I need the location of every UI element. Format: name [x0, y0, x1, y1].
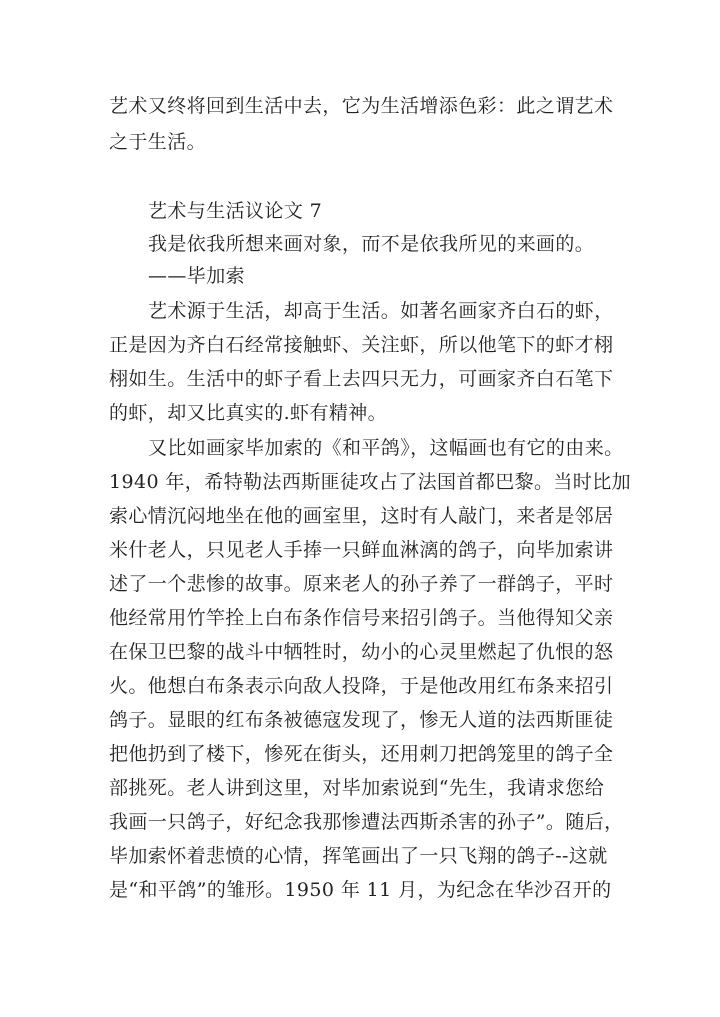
quote-line: 我是依我所想来画对象，而不是依我所见的来画的。 — [148, 233, 595, 255]
text-line: 之于生活。 — [109, 131, 207, 153]
quote-attribution: ——毕加索 — [148, 265, 246, 287]
text-line: 他经常用竹竿拴上白布条作信号来招引鸽子。当他得知父亲 — [109, 607, 614, 629]
text-line: 的虾，却又比真实的.虾有精神。 — [109, 402, 388, 424]
paragraph-first-line: 艺术源于生活，却高于生活。如著名画家齐白石的虾， — [148, 300, 614, 322]
paragraph-first-line: 又比如画家毕加索的《和平鸽》，这幅画也有它的由来。 — [148, 437, 624, 459]
text-line: 艺术又终将回到生活中去，它为生活增添色彩：此之谓艺术 — [109, 95, 614, 117]
text-line: 米什老人，只见老人手捧一只鲜血淋漓的鸽子，向毕加索讲 — [109, 539, 614, 561]
section-heading: 艺术与生活议论文 7 — [148, 200, 323, 222]
text-line: 部挑死。老人讲到这里，对毕加索说到“先生，我请求您给 — [109, 777, 605, 799]
text-line: 把他扔到了楼下，惨死在街头，还用刺刀把鸽笼里的鸽子全 — [109, 743, 614, 765]
text-line: 火。他想白布条表示向敌人投降，于是他改用红布条来招引 — [109, 675, 614, 697]
text-line: 我画一只鸽子，好纪念我那惨遭法西斯杀害的孙子”。随后， — [109, 811, 624, 833]
text-line: 在保卫巴黎的战斗中牺牲时，幼小的心灵里燃起了仇恨的怒 — [109, 641, 614, 663]
text-line: 是“和平鸽”的雏形。1950 年 11 月，为纪念在华沙召开的 — [109, 879, 612, 901]
text-line: 1940 年，希特勒法西斯匪徒攻占了法国首都巴黎。当时比加 — [109, 471, 631, 493]
text-line: 正是因为齐白石经常接触虾、关注虾，所以他笔下的虾才栩 — [109, 334, 614, 356]
text-line: 毕加索怀着悲愤的心情，挥笔画出了一只飞翔的鸽子--这就 — [109, 845, 608, 867]
text-line: 鸽子。显眼的红布条被德寇发现了，惨无人道的法西斯匪徒 — [109, 709, 614, 731]
text-line: 栩如生。生活中的虾子看上去四只无力，可画家齐白石笔下 — [109, 368, 614, 390]
text-line: 索心情沉闷地坐在他的画室里，这时有人敲门，来者是邻居 — [109, 505, 614, 527]
text-line: 述了一个悲惨的故事。原来老人的孙子养了一群鸽子，平时 — [109, 573, 614, 595]
